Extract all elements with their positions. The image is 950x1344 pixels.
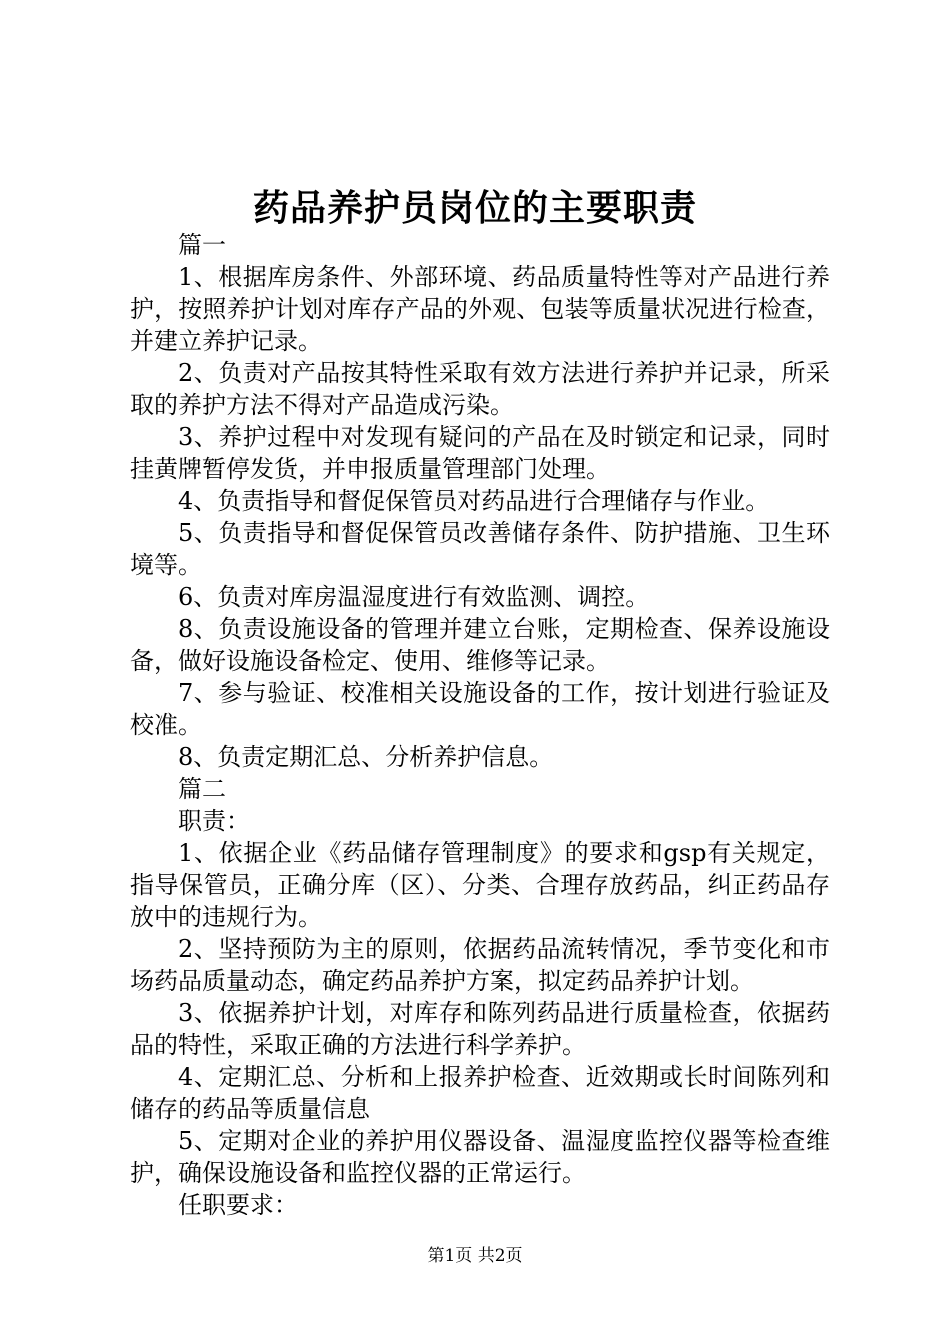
paragraph: 5、负责指导和督促保管员改善储存条件、防护措施、卫生环境等。 bbox=[130, 519, 830, 579]
paragraph: 1、根据库房条件、外部环境、药品质量特性等对产品进行养护，按照养护计划对库存产品的外观、包装等质量状况进行检查，并建立养护记录。 bbox=[130, 263, 830, 355]
paragraph: 2、负责对产品按其特性采取有效方法进行养护并记录，所采取的养护方法不得对产品造成污染。 bbox=[130, 359, 830, 419]
paragraph: 8、负责设施设备的管理并建立台账，定期检查、保养设施设备，做好设施设备检定、使用、维修等记录。 bbox=[130, 615, 830, 675]
paragraph: 5、定期对企业的养护用仪器设备、温湿度监控仪器等检查维护，确保设施设备和监控仪器的正常运行。 bbox=[130, 1127, 830, 1187]
page-number-footer: 第1页 共2页 bbox=[427, 1246, 523, 1266]
document-body bbox=[130, 229, 830, 1221]
paragraph: 2、坚持预防为主的原则，依据药品流转情况，季节变化和市场药品质量动态，确定药品养护方案，拟定药品养护计划。 bbox=[130, 935, 830, 995]
paragraph: 1、依据企业《药品储存管理制度》的要求和gsp有关规定，指导保管员，正确分库（区）、分类、合理存放药品，纠正药品存放中的违规行为。 bbox=[130, 839, 830, 931]
paragraph: 4、定期汇总、分析和上报养护检查、近效期或长时间陈列和储存的药品等质量信息 bbox=[130, 1063, 830, 1123]
subheading-requirements: 任职要求： bbox=[178, 1191, 298, 1219]
subheading-duties: 职责： bbox=[178, 807, 250, 835]
paragraph: 8、负责定期汇总、分析养护信息。 bbox=[178, 743, 554, 771]
paragraph: 4、负责指导和督促保管员对药品进行合理储存与作业。 bbox=[178, 487, 770, 515]
paragraph: 7、参与验证、校准相关设施设备的工作，按计划进行验证及校准。 bbox=[130, 679, 830, 739]
section-heading-2: 篇二 bbox=[178, 775, 226, 803]
paragraph: 3、养护过程中对发现有疑问的产品在及时锁定和记录，同时挂黄牌暂停发货，并申报质量管理部门处理。 bbox=[130, 423, 830, 483]
paragraph: 3、依据养护计划，对库存和陈列药品进行质量检查，依据药品的特性，采取正确的方法进行科学养护。 bbox=[130, 999, 830, 1059]
paragraph: 6、负责对库房温湿度进行有效监测、调控。 bbox=[178, 583, 650, 611]
section-heading-1: 篇一 bbox=[178, 231, 226, 259]
document-title: 药品养护员岗位的主要职责 bbox=[252, 187, 697, 229]
